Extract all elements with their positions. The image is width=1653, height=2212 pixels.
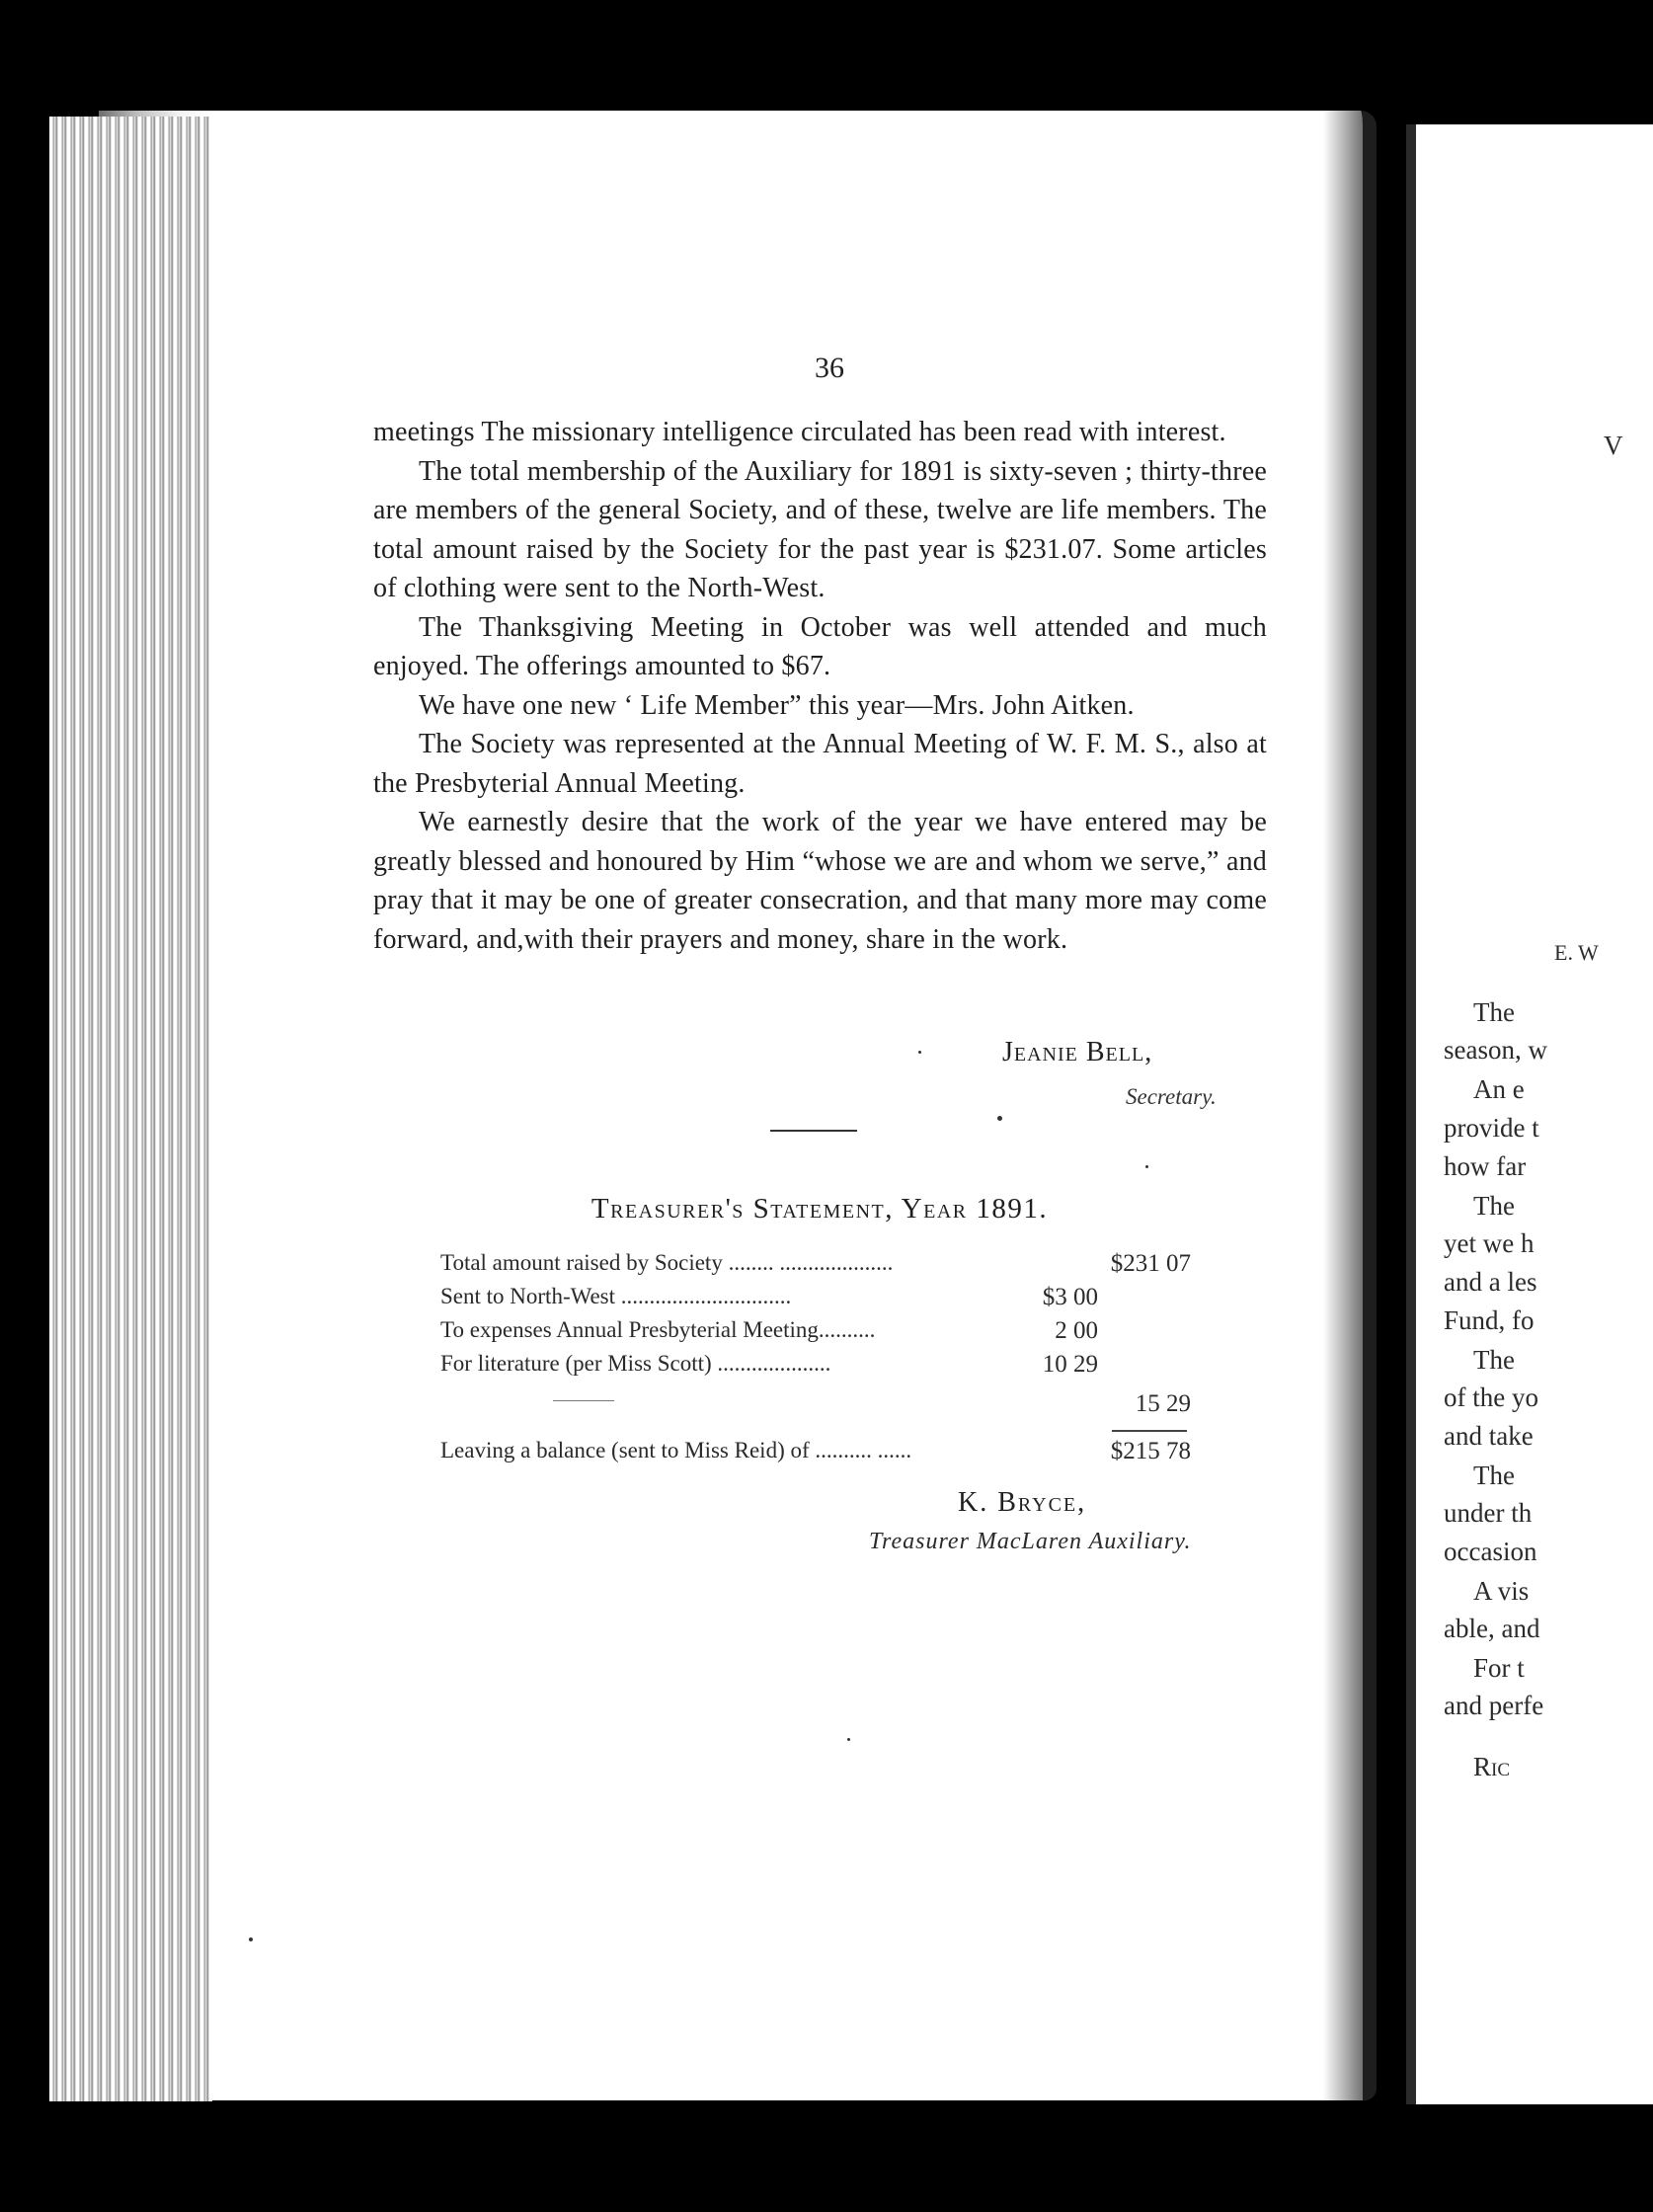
ledger-amount: 10 29 bbox=[1042, 1351, 1098, 1378]
ledger-total-rule bbox=[1112, 1430, 1187, 1432]
paragraph: The Thanksgiving Meeting in October was well attended and much enjoyed. The offerings amounted to $67. bbox=[373, 611, 1267, 681]
ledger-amount: 2 00 bbox=[1055, 1317, 1098, 1344]
ledger-row bbox=[440, 1384, 1191, 1430]
ledger-desc: Leaving a balance (sent to Miss Reid) of .......... ...... bbox=[440, 1438, 912, 1462]
ledger-row bbox=[440, 1438, 1191, 1471]
report-body bbox=[373, 413, 1267, 959]
ink-speck bbox=[918, 1051, 921, 1054]
facing-text-line: The bbox=[1473, 1461, 1515, 1490]
facing-text-line: The bbox=[1473, 997, 1515, 1027]
paragraph: We have one new ‘ Life Member” this year—Mrs. John Aitken. bbox=[419, 689, 1135, 721]
ledger-row bbox=[440, 1284, 1191, 1317]
ink-speck bbox=[997, 1116, 1002, 1121]
facing-text-line: The bbox=[1473, 1191, 1515, 1221]
page-number: 36 bbox=[815, 352, 844, 384]
facing-text-line: Ric bbox=[1473, 1752, 1511, 1781]
facing-text-line: For t bbox=[1473, 1653, 1525, 1683]
facing-text-line: Fund, fo bbox=[1444, 1305, 1535, 1335]
facing-text-line: occasion bbox=[1444, 1537, 1537, 1566]
ledger-amount: $3 00 bbox=[1042, 1284, 1098, 1310]
ledger-total: $231 07 bbox=[1110, 1250, 1191, 1277]
facing-text-line: An e bbox=[1473, 1074, 1525, 1104]
gutter-shadow bbox=[1323, 111, 1363, 2100]
ledger-desc: Total amount raised by Society ........ .................... bbox=[440, 1250, 894, 1275]
ledger-row bbox=[440, 1351, 1191, 1384]
ink-speck bbox=[249, 1937, 253, 1941]
paragraph: The total membership of the Auxiliary for 1891 is sixty-seven ; thirty-three are members of the general Society, and of these, twelve are life members. The total amount raised by the Society for the past year is $231.07. Some articles of clothing were sent to the North-West. bbox=[373, 455, 1267, 603]
ledger-desc: To expenses Annual Presbyterial Meeting.......... bbox=[440, 1317, 876, 1342]
facing-text-line: and perfe bbox=[1444, 1691, 1544, 1720]
ledger-subtotal-rule bbox=[553, 1400, 614, 1401]
facing-text-line: of the yo bbox=[1444, 1382, 1538, 1412]
treasurer-name: K. Bryce, bbox=[958, 1487, 1087, 1518]
facing-text-line: and take bbox=[1444, 1421, 1534, 1451]
paragraph: We earnestly desire that the work of the year we have entered may be greatly blessed and honoured by Him “whose we are and whom we serve,” and pray that it may be one of greater consecration, and that many more may come forward, and,with their prayers and money, share in the work. bbox=[373, 807, 1267, 955]
facing-text-line: The bbox=[1473, 1345, 1515, 1375]
ledger-total: $215 78 bbox=[1110, 1438, 1191, 1464]
right-page bbox=[1406, 124, 1653, 2104]
ledger-table bbox=[440, 1250, 1191, 1471]
secretary-name: Jeanie Bell, bbox=[1002, 1037, 1153, 1067]
facing-text-line: how far bbox=[1444, 1151, 1527, 1181]
facing-text-line: season, w bbox=[1444, 1035, 1547, 1065]
paragraph: meetings The missionary intelligence circulated has been read with interest. bbox=[373, 417, 1226, 447]
facing-text-line: able, and bbox=[1444, 1614, 1540, 1643]
section-divider bbox=[770, 1130, 857, 1132]
facing-text-line: E. W bbox=[1554, 940, 1599, 965]
facing-text-line: and a les bbox=[1444, 1267, 1537, 1297]
facing-text-line: A vis bbox=[1473, 1576, 1530, 1606]
facing-text-line: under th bbox=[1444, 1498, 1533, 1528]
ledger-row bbox=[440, 1250, 1191, 1284]
page-edges bbox=[49, 117, 212, 2101]
ledger-desc: For literature (per Miss Scott) .................... bbox=[440, 1351, 831, 1376]
treasurer-title: Treasurer MacLaren Auxiliary. bbox=[869, 1529, 1192, 1554]
ledger-total: 15 29 bbox=[1135, 1390, 1191, 1417]
statement-title: Treasurer's Statement, Year 1891. bbox=[590, 1193, 1049, 1224]
ink-speck bbox=[1145, 1165, 1148, 1168]
secretary-title: Secretary. bbox=[1126, 1084, 1217, 1109]
facing-text-line: provide t bbox=[1444, 1113, 1539, 1143]
facing-text-line: yet we h bbox=[1444, 1228, 1535, 1258]
ink-speck bbox=[847, 1738, 850, 1741]
ledger-row bbox=[440, 1317, 1191, 1351]
paragraph: The Society was represented at the Annual Meeting of W. F. M. S., also at the Presbyterial Annual Meeting. bbox=[373, 729, 1267, 799]
facing-text-line: V bbox=[1604, 431, 1623, 460]
ledger-desc: Sent to North-West .............................. bbox=[440, 1284, 792, 1308]
